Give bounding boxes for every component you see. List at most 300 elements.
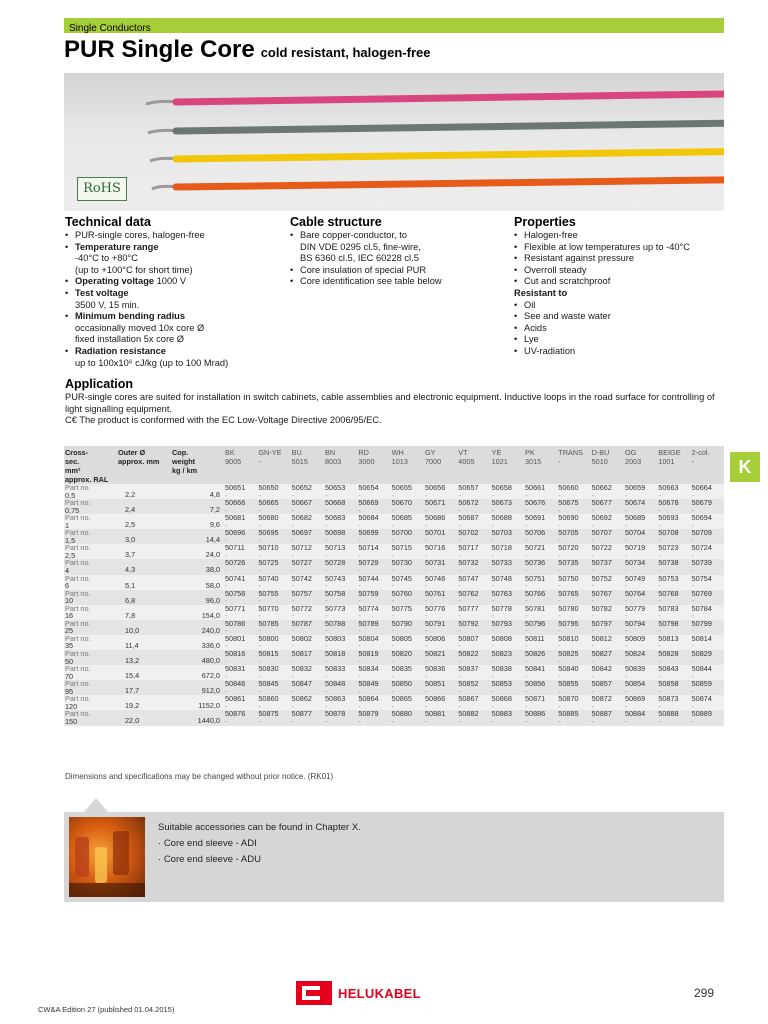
accessories-intro: Suitable accessories can be found in Chapter X. — [158, 822, 361, 833]
part-number-cell: 50796 - — [524, 620, 557, 635]
application-section — [65, 376, 725, 427]
part-number-cell: 50824 - — [624, 650, 657, 665]
part-number-cell: 50814 - — [691, 635, 724, 650]
bend-value-fixed: fixed installation 5x core Ø — [75, 334, 185, 345]
part-number-cell: 50669 - — [357, 499, 390, 514]
part-number-cell: 50691 - — [524, 514, 557, 529]
table-row — [64, 665, 724, 680]
outer-diameter-cell: 11,4 — [117, 635, 171, 650]
cross-section-cell: Part no. 35 — [64, 635, 117, 650]
part-number-cell: 50728 - — [324, 559, 357, 574]
part-number-cell: 50720 - — [557, 544, 590, 559]
copper-weight-cell: 24,0 — [171, 544, 224, 559]
part-number-cell: 50749 - — [624, 575, 657, 590]
part-number-cell: 50847 - — [291, 680, 324, 695]
structure-item-cont: DIN VDE 0295 cl.5, fine-wire, — [300, 241, 421, 252]
part-number-cell: 50818 - — [324, 650, 357, 665]
table-row — [64, 620, 724, 635]
part-number-cell: 50695 - — [257, 529, 290, 544]
part-number-cell: 50835 - — [391, 665, 424, 680]
part-number-cell: 50783 - — [657, 605, 690, 620]
part-number-cell: 50785 - — [257, 620, 290, 635]
resistant-item: • Oil — [514, 300, 724, 312]
part-number-cell: 50755 - — [257, 590, 290, 605]
part-number-cell: 50836 - — [424, 665, 457, 680]
part-number-cell: 50731 - — [424, 559, 457, 574]
copper-weight-cell: 1440,0 — [171, 710, 224, 725]
copper-weight-cell: 912,0 — [171, 680, 224, 695]
part-number-cell: 50734 - — [624, 559, 657, 574]
property-item: • Flexible at low temperatures up to -40°C — [514, 242, 724, 254]
part-number-cell: 50698 - — [324, 529, 357, 544]
part-number-cell: 50820 - — [391, 650, 424, 665]
part-number-cell: 50773 - — [324, 605, 357, 620]
part-number-cell: 50699 - — [357, 529, 390, 544]
part-number-cell: 50812 - — [591, 635, 624, 650]
part-number-cell: 50823 - — [491, 650, 524, 665]
part-number-cell: 50839 - — [624, 665, 657, 680]
header-color-d-bu: D-BU 5010 — [591, 446, 624, 484]
part-number-cell: 50708 - — [657, 529, 690, 544]
part-number-cell: 50774 - — [357, 605, 390, 620]
part-number-cell: 50700 - — [391, 529, 424, 544]
part-number-cell: 50745 - — [391, 575, 424, 590]
part-number-cell: 50740 - — [257, 575, 290, 590]
table-row — [64, 484, 724, 499]
part-number-cell: 50876 - — [224, 710, 257, 725]
product-subtitle: cold resistant, halogen-free — [260, 45, 431, 60]
part-number-cell: 50842 - — [591, 665, 624, 680]
part-number-cell: 50685 - — [391, 514, 424, 529]
part-number-cell: 50838 - — [491, 665, 524, 680]
outer-diameter-cell: 4,3 — [117, 559, 171, 574]
header-color-rd: RD 3000 — [357, 446, 390, 484]
tech-item — [65, 311, 275, 323]
table-row — [64, 695, 724, 710]
part-number-cell: 50724 - — [691, 544, 724, 559]
bend-value-moved: occasionally moved 10x core Ø — [75, 322, 205, 333]
part-number-cell: 50866 - — [424, 695, 457, 710]
tech-item: • PUR-single cores, halogen-free — [65, 230, 275, 242]
part-number-cell: 50775 - — [391, 605, 424, 620]
brand-name: HELUKABEL — [338, 985, 421, 1001]
part-number-cell: 50827 - — [591, 650, 624, 665]
part-number-cell: 50756 - — [224, 590, 257, 605]
table-header-row — [64, 446, 724, 484]
part-number-cell: 50832 - — [291, 665, 324, 680]
part-number-cell: 50769 - — [691, 590, 724, 605]
accessory-item[interactable]: · Core end sleeve - ADU — [158, 854, 261, 865]
part-number-cell: 50813 - — [657, 635, 690, 650]
category-label: Single Conductors — [69, 23, 151, 34]
part-number-cell: 50860 - — [257, 695, 290, 710]
part-number-cell: 50810 - — [557, 635, 590, 650]
part-number-cell: 50729 - — [357, 559, 390, 574]
part-number-cell: 50714 - — [357, 544, 390, 559]
header-color-ye: YE 1021 — [491, 446, 524, 484]
copper-weight-cell: 4,8 — [171, 484, 224, 499]
part-number-cell: 50715 - — [391, 544, 424, 559]
outer-diameter-cell: 2,2 — [117, 484, 171, 499]
part-number-cell: 50853 - — [491, 680, 524, 695]
part-number-cell: 50825 - — [557, 650, 590, 665]
part-number-cell: 50805 - — [391, 635, 424, 650]
part-number-cell: 50849 - — [357, 680, 390, 695]
part-number-cell: 50657 - — [457, 484, 490, 499]
part-number-cell: 50854 - — [624, 680, 657, 695]
part-number-cell: 50653 - — [324, 484, 357, 499]
part-number-cell: 50704 - — [624, 529, 657, 544]
part-number-cell: 50857 - — [591, 680, 624, 695]
table-row — [64, 499, 724, 514]
part-number-cell: 50747 - — [457, 575, 490, 590]
part-number-cell: 50830 - — [257, 665, 290, 680]
part-number-cell: 50650 - — [257, 484, 290, 499]
properties — [514, 214, 724, 358]
part-number-cell: 50858 - — [657, 680, 690, 695]
part-number-cell: 50831 - — [224, 665, 257, 680]
part-number-cell: 50732 - — [457, 559, 490, 574]
table-row — [64, 559, 724, 574]
header-color-bn: BN 8003 — [324, 446, 357, 484]
part-number-cell: 50694 - — [691, 514, 724, 529]
part-number-cell: 50851 - — [424, 680, 457, 695]
part-number-cell: 50726 - — [224, 559, 257, 574]
table-row — [64, 710, 724, 725]
table-row — [64, 650, 724, 665]
structure-item: • Bare copper-conductor, to — [290, 230, 500, 242]
part-number-cell: 50844 - — [691, 665, 724, 680]
part-number-cell: 50881 - — [424, 710, 457, 725]
part-number-cell: 50737 - — [591, 559, 624, 574]
temp-label: Temperature range — [75, 241, 159, 252]
part-number-cell: 50682 - — [291, 514, 324, 529]
temp-value-short: (up to +100°C for short time) — [75, 264, 193, 275]
part-number-cell: 50833 - — [324, 665, 357, 680]
part-number-cell: 50683 - — [324, 514, 357, 529]
part-number-cell: 50787 - — [291, 620, 324, 635]
part-number-cell: 50792 - — [457, 620, 490, 635]
part-number-cell: 50795 - — [557, 620, 590, 635]
technical-data — [65, 214, 275, 369]
part-number-cell: 50678 - — [657, 499, 690, 514]
part-number-cell: 50735 - — [557, 559, 590, 574]
technical-heading: Technical data — [65, 215, 151, 229]
part-number-cell: 50837 - — [457, 665, 490, 680]
part-number-cell: 50867 - — [457, 695, 490, 710]
outer-diameter-cell: 19,2 — [117, 695, 171, 710]
structure-item: • Core insulation of special PUR — [290, 265, 500, 277]
part-number-cell: 50651 - — [224, 484, 257, 499]
accessory-item[interactable]: · Core end sleeve - ADI — [158, 838, 257, 849]
copper-weight-cell: 58,0 — [171, 575, 224, 590]
test-label: Test voltage — [75, 287, 129, 298]
part-number-table — [64, 446, 724, 726]
opv-value: 1000 V — [154, 276, 187, 287]
part-number-cell: 50656 - — [424, 484, 457, 499]
part-number-cell: 50659 - — [624, 484, 657, 499]
part-number-cell: 50684 - — [357, 514, 390, 529]
part-number-cell: 50679 - — [691, 499, 724, 514]
header-color-vt: VT 4005 — [457, 446, 490, 484]
part-number-cell: 50882 - — [457, 710, 490, 725]
part-number-cell: 50675 - — [557, 499, 590, 514]
property-item: • Resistant against pressure — [514, 253, 724, 265]
part-number-cell: 50807 - — [457, 635, 490, 650]
part-number-cell: 50697 - — [291, 529, 324, 544]
part-number-cell: 50717 - — [457, 544, 490, 559]
part-number-cell: 50770 - — [257, 605, 290, 620]
part-number-cell: 50782 - — [591, 605, 624, 620]
part-number-cell: 50765 - — [557, 590, 590, 605]
tech-item — [65, 276, 275, 288]
part-number-cell: 50761 - — [424, 590, 457, 605]
part-number-cell: 50850 - — [391, 680, 424, 695]
part-number-cell: 50705 - — [557, 529, 590, 544]
part-number-cell: 50846 - — [224, 680, 257, 695]
edition-info: CW&A Edition 27 (published 01.04.2015) — [38, 1005, 175, 1014]
part-number-cell: 50727 - — [291, 559, 324, 574]
part-number-cell: 50799 - — [691, 620, 724, 635]
part-number-cell: 50843 - — [657, 665, 690, 680]
wire-core — [176, 180, 724, 187]
part-number-cell: 50751 - — [524, 575, 557, 590]
outer-diameter-cell: 6,8 — [117, 590, 171, 605]
structure-heading: Cable structure — [290, 215, 382, 229]
part-number-cell: 50884 - — [624, 710, 657, 725]
part-number-cell: 50809 - — [624, 635, 657, 650]
temp-value: -40°C to +80°C — [75, 253, 138, 264]
part-number-cell: 50852 - — [457, 680, 490, 695]
part-number-cell: 50680 - — [257, 514, 290, 529]
cross-section-cell: Part no. 0,75 — [64, 499, 117, 514]
part-number-cell: 50871 - — [524, 695, 557, 710]
cross-section-cell: Part no. 6 — [64, 575, 117, 590]
part-number-cell: 50856 - — [524, 680, 557, 695]
copper-weight-cell: 7,2 — [171, 499, 224, 514]
part-number-cell: 50725 - — [257, 559, 290, 574]
part-number-cell: 50786 - — [224, 620, 257, 635]
product-title: PUR Single Core — [64, 36, 255, 63]
part-number-cell: 50693 - — [657, 514, 690, 529]
part-number-cell: 50702 - — [457, 529, 490, 544]
part-number-cell: 50869 - — [624, 695, 657, 710]
helukabel-logo-icon — [296, 981, 332, 1005]
wire-illustration — [64, 73, 724, 211]
part-number-cell: 50750 - — [557, 575, 590, 590]
wire-core — [176, 123, 724, 131]
copper-weight-cell: 672,0 — [171, 665, 224, 680]
page-number: 299 — [694, 986, 715, 1000]
accessories-text — [158, 820, 361, 868]
cross-section-cell: Part no. 0,5 — [64, 484, 117, 499]
part-number-cell: 50798 - — [657, 620, 690, 635]
part-number-cell: 50875 - — [257, 710, 290, 725]
part-number-cell: 50721 - — [524, 544, 557, 559]
resistant-item: • Acids — [514, 323, 724, 335]
part-number-cell: 50888 - — [657, 710, 690, 725]
part-number-cell: 50780 - — [557, 605, 590, 620]
part-number-cell: 50819 - — [357, 650, 390, 665]
part-number-cell: 50672 - — [457, 499, 490, 514]
ce-text: The product is conformed with the EC Low-Voltage Directive 2006/95/EC. — [79, 415, 382, 426]
part-number-cell: 50754 - — [691, 575, 724, 590]
part-number-cell: 50880 - — [391, 710, 424, 725]
part-number-cell: 50763 - — [491, 590, 524, 605]
part-number-cell: 50758 - — [324, 590, 357, 605]
part-number-cell: 50808 - — [491, 635, 524, 650]
part-number-cell: 50874 - — [691, 695, 724, 710]
part-number-cell: 50709 - — [691, 529, 724, 544]
ce-mark-icon: C€ — [65, 415, 80, 426]
part-number-cell: 50802 - — [291, 635, 324, 650]
part-number-cell: 50804 - — [357, 635, 390, 650]
part-number-cell: 50752 - — [591, 575, 624, 590]
table-row — [64, 575, 724, 590]
part-number-cell: 50706 - — [524, 529, 557, 544]
table-row — [64, 635, 724, 650]
part-number-cell: 50826 - — [524, 650, 557, 665]
part-number-cell: 50816 - — [224, 650, 257, 665]
header-color-gy: GY 7000 — [424, 446, 457, 484]
cross-section-cell: Part no. 1,5 — [64, 529, 117, 544]
part-number-cell: 50771 - — [224, 605, 257, 620]
outer-diameter-cell: 2,4 — [117, 499, 171, 514]
cross-section-cell: Part no. 70 — [64, 665, 117, 680]
part-number-cell: 50723 - — [657, 544, 690, 559]
part-number-cell: 50655 - — [391, 484, 424, 499]
table-row — [64, 544, 724, 559]
cross-section-cell: Part no. 120 — [64, 695, 117, 710]
part-number-cell: 50703 - — [491, 529, 524, 544]
part-number-cell: 50718 - — [491, 544, 524, 559]
chapter-tab-k[interactable]: K — [730, 452, 760, 482]
part-number-cell: 50889 - — [691, 710, 724, 725]
part-number-cell: 50661 - — [524, 484, 557, 499]
application-text: PUR-single cores are suited for installation in switch cabinets, cable assemblies and electronic equipment. Inductive loops in the road surface for controlling of light signalling equipment. — [65, 392, 715, 414]
copper-weight-cell: 9,6 — [171, 514, 224, 529]
part-number-cell: 50741 - — [224, 575, 257, 590]
wire-core — [176, 94, 724, 102]
accessories-box — [64, 812, 724, 902]
copper-weight-cell: 154,0 — [171, 605, 224, 620]
part-number-cell: 50845 - — [257, 680, 290, 695]
rohs-badge: RoHS — [77, 177, 127, 201]
part-number-cell: 50654 - — [357, 484, 390, 499]
part-number-cell: 50757 - — [291, 590, 324, 605]
part-number-cell: 50673 - — [491, 499, 524, 514]
opv-label: Operating voltage — [75, 276, 155, 287]
header-color-wh: WH 1013 — [391, 446, 424, 484]
header-color-bu: BU 5015 — [291, 446, 324, 484]
outer-diameter-cell: 10,0 — [117, 620, 171, 635]
header-color-bk: BK 9005 — [224, 446, 257, 484]
part-number-cell: 50722 - — [591, 544, 624, 559]
part-number-cell: 50730 - — [391, 559, 424, 574]
outer-diameter-cell: 17,7 — [117, 680, 171, 695]
part-number-cell: 50848 - — [324, 680, 357, 695]
cross-section-cell: Part no. 2,5 — [64, 544, 117, 559]
part-number-cell: 50868 - — [491, 695, 524, 710]
outer-diameter-cell: 13,2 — [117, 650, 171, 665]
test-value: 3500 V, 15 min. — [75, 299, 140, 310]
part-number-cell: 50784 - — [691, 605, 724, 620]
property-item: • Halogen-free — [514, 230, 724, 242]
cross-section-cell: Part no. 95 — [64, 680, 117, 695]
part-number-cell: 50701 - — [424, 529, 457, 544]
table-row — [64, 680, 724, 695]
part-number-cell: 50736 - — [524, 559, 557, 574]
part-number-cell: 50690 - — [557, 514, 590, 529]
part-number-cell: 50863 - — [324, 695, 357, 710]
part-number-cell: 50768 - — [657, 590, 690, 605]
part-number-cell: 50746 - — [424, 575, 457, 590]
resistant-item: • UV-radiation — [514, 346, 724, 358]
tech-item — [65, 288, 275, 300]
header-color-2-col.: 2-col. - — [691, 446, 724, 484]
part-number-cell: 50772 - — [291, 605, 324, 620]
header-outer-diameter: Outer Ø approx. mm — [117, 446, 171, 484]
resistant-item: • Lye — [514, 334, 724, 346]
header-color-trans: TRANS - — [557, 446, 590, 484]
part-number-cell: 50829 - — [691, 650, 724, 665]
part-number-cell: 50803 - — [324, 635, 357, 650]
part-number-cell: 50801 - — [224, 635, 257, 650]
cross-section-cell: Part no. 150 — [64, 710, 117, 725]
part-number-cell: 50840 - — [557, 665, 590, 680]
cross-section-cell: Part no. 25 — [64, 620, 117, 635]
part-number-cell: 50716 - — [424, 544, 457, 559]
category-bar — [64, 18, 724, 33]
part-number-cell: 50676 - — [524, 499, 557, 514]
part-number-cell: 50879 - — [357, 710, 390, 725]
part-number-cell: 50665 - — [257, 499, 290, 514]
part-number-cell: 50766 - — [524, 590, 557, 605]
part-number-cell: 50668 - — [324, 499, 357, 514]
part-number-cell: 50864 - — [357, 695, 390, 710]
part-number-cell: 50739 - — [691, 559, 724, 574]
part-number-cell: 50794 - — [624, 620, 657, 635]
header-color-beige: BEIGE 1001 — [657, 446, 690, 484]
structure-item: • Core identification see table below — [290, 276, 500, 288]
rad-label: Radiation resistance — [75, 345, 166, 356]
properties-heading: Properties — [514, 215, 576, 229]
part-number-cell: 50738 - — [657, 559, 690, 574]
product-photo — [64, 73, 724, 211]
cross-section-cell: Part no. 1 — [64, 514, 117, 529]
header-cross-section: Cross- sec. mm² approx. RAL — [64, 446, 117, 484]
part-number-cell: 50692 - — [591, 514, 624, 529]
part-number-cell: 50865 - — [391, 695, 424, 710]
part-number-cell: 50861 - — [224, 695, 257, 710]
part-number-cell: 50793 - — [491, 620, 524, 635]
part-number-cell: 50811 - — [524, 635, 557, 650]
table-row — [64, 514, 724, 529]
copper-weight-cell: 96,0 — [171, 590, 224, 605]
header-copper-weight: Cop. weight kg / km — [171, 446, 224, 484]
part-number-cell: 50712 - — [291, 544, 324, 559]
part-number-cell: 50759 - — [357, 590, 390, 605]
part-number-cell: 50886 - — [524, 710, 557, 725]
copper-weight-cell: 14,4 — [171, 529, 224, 544]
table-row — [64, 590, 724, 605]
part-number-cell: 50674 - — [624, 499, 657, 514]
part-number-cell: 50859 - — [691, 680, 724, 695]
part-number-cell: 50710 - — [257, 544, 290, 559]
page-title — [64, 36, 430, 64]
part-number-cell: 50711 - — [224, 544, 257, 559]
table-row — [64, 529, 724, 544]
